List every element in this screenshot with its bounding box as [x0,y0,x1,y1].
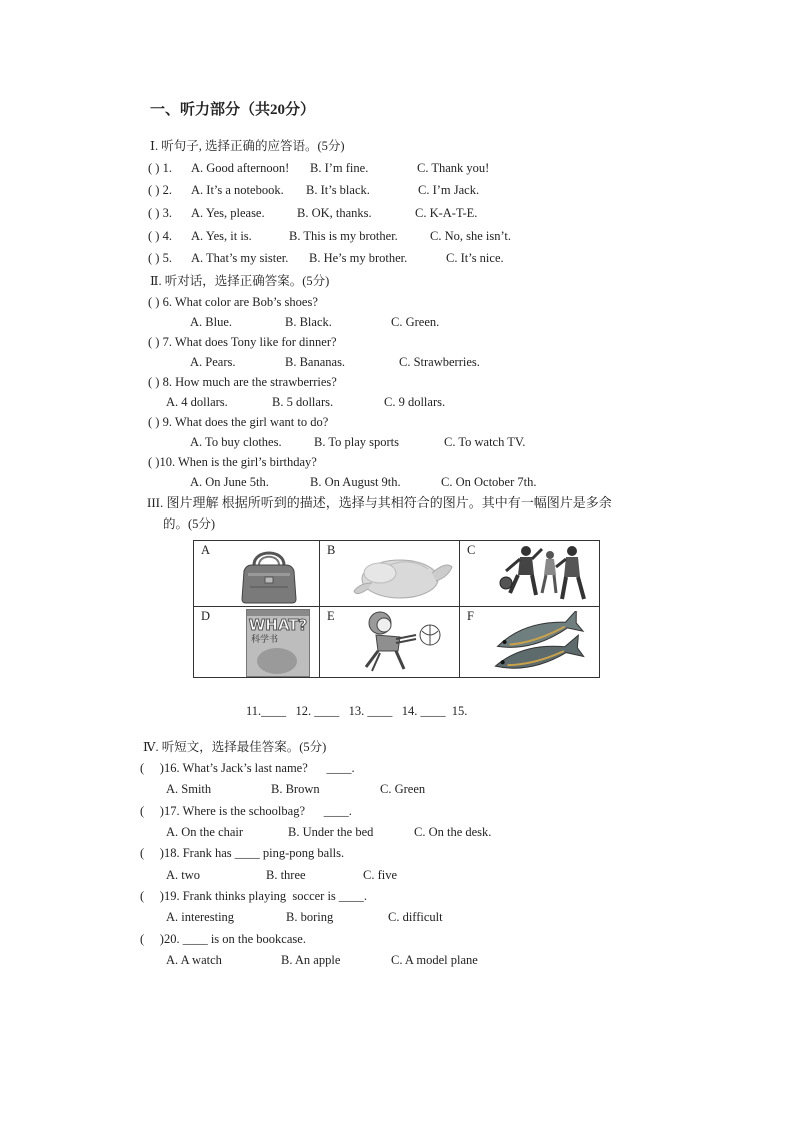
picture-table [193,540,600,678]
q19-option-b: B. boring [286,910,334,924]
basketball-players-icon [494,543,594,605]
q16-option-a: A. Smith [166,782,212,796]
q20-option-c: C. A model plane [391,953,478,967]
q1-number: ( ) 1. [148,161,172,175]
q7-option-a: A. Pears. [190,355,236,369]
cell-label-a: A [201,543,211,557]
q4-option-b: B. This is my brother. [289,229,398,243]
q6-option-a: A. Blue. [190,315,233,329]
q10-option-a: A. On June 5th. [190,475,269,489]
section2-heading: Ⅱ. 听对话，选择正确答案。(5分) [150,274,330,288]
q17-option-c: C. On the desk. [414,825,492,839]
section3-heading-line1: III. 图片理解 根据所听到的描述，选择与其相符合的图片。其中有一幅图片是多余 [147,495,612,510]
picture-cell-a [194,541,319,606]
q10-option-c: C. On October 7th. [441,475,537,489]
q5-option-c: C. It’s nice. [446,251,504,265]
q16-question: ( )16. What’s Jack’s last name? ____. [140,761,355,775]
q8-question: ( ) 8. How much are the strawberries? [148,375,337,389]
q16-option-b: B. Brown [271,782,320,796]
picture-cell-d [194,607,319,677]
chicken-icon [350,547,456,603]
q4-option-c: C. No, she isn’t. [430,229,512,243]
q18-option-b: B. three [266,868,306,882]
cell-label-f: F [467,609,474,623]
q8-option-a: A. 4 dollars. [166,395,228,409]
q7-option-b: B. Bananas. [285,355,346,369]
q4-number: ( ) 4. [148,229,172,243]
q8-option-b: B. 5 dollars. [272,395,334,409]
cell-label-c: C [467,543,476,557]
picture-cell-c [460,541,599,606]
q16-option-c: C. Green [380,782,426,796]
q19-question: ( )19. Frank thinks playing soccer is ____. [140,889,368,903]
q6-option-c: C. Green. [391,315,440,329]
picture-cell-b [320,541,459,606]
section3-heading-line2: 的。(5分) [163,517,216,531]
q9-option-c: C. To watch TV. [444,435,526,449]
q2-option-b: B. It’s black. [306,183,370,197]
q7-question: ( ) 7. What does Tony like for dinner? [148,335,337,349]
q4-option-a: A. Yes, it is. [191,229,252,243]
q3-option-c: C. K-A-T-E. [415,206,478,220]
q2-number: ( ) 2. [148,183,172,197]
fish-icon [490,611,590,673]
part-title: 一、听力部分（共20分） [150,102,316,118]
q8-option-c: C. 9 dollars. [384,395,446,409]
q6-option-b: B. Black. [285,315,332,329]
volleyball-girl-icon [356,609,448,675]
cell-label-d: D [201,609,211,623]
q2-option-c: C. I’m Jack. [418,183,480,197]
q1-option-b: B. I’m fine. [310,161,369,175]
science-book-icon [246,609,310,677]
q19-option-a: A. interesting [166,910,235,924]
q17-question: ( )17. Where is the schoolbag? ____. [140,804,352,818]
q17-option-b: B. Under the bed [288,825,374,839]
section3-answer-blanks: 11.____ 12. ____ 13. ____ 14. ____ 15. [246,704,468,718]
q18-question: ( )18. Frank has ____ ping-pong balls. [140,846,345,860]
q1-option-c: C. Thank you! [417,161,490,175]
q19-option-c: C. difficult [388,910,443,924]
book-cover-subtitle: 科学书 [251,635,279,645]
q7-option-c: C. Strawberries. [399,355,480,369]
q5-number: ( ) 5. [148,251,172,265]
q9-option-b: B. To play sports [314,435,400,449]
book-cover-title: WHAT? [248,616,308,634]
q9-question: ( ) 9. What does the girl want to do? [148,415,329,429]
q5-option-b: B. He’s my brother. [309,251,408,265]
picture-cell-e [320,607,459,677]
q10-option-b: B. On August 9th. [310,475,401,489]
picture-cell-f [460,607,599,677]
q9-option-a: A. To buy clothes. [190,435,282,449]
q1-option-a: A. Good afternoon! [191,161,290,175]
cell-label-b: B [327,543,336,557]
q20-option-a: A. A watch [166,953,222,967]
handbag-icon [238,543,300,605]
section4-heading: Ⅳ. 听短文，选择最佳答案。(5分) [143,740,327,754]
q18-option-c: C. five [363,868,398,882]
q20-question: ( )20. ____ is on the bookcase. [140,932,306,946]
q20-option-b: B. An apple [281,953,341,967]
q18-option-a: A. two [166,868,201,882]
section1-heading: Ⅰ. 听句子, 选择正确的应答语。(5分) [150,139,345,153]
cell-label-e: E [327,609,335,623]
q3-option-a: A. Yes, please. [191,206,265,220]
q5-option-a: A. That’s my sister. [191,251,289,265]
q2-option-a: A. It’s a notebook. [191,183,284,197]
q3-option-b: B. OK, thanks. [297,206,372,220]
q17-option-a: A. On the chair [166,825,244,839]
q3-number: ( ) 3. [148,206,172,220]
q6-question: ( ) 6. What color are Bob’s shoes? [148,295,318,309]
q10-question: ( )10. When is the girl’s birthday? [148,455,317,469]
